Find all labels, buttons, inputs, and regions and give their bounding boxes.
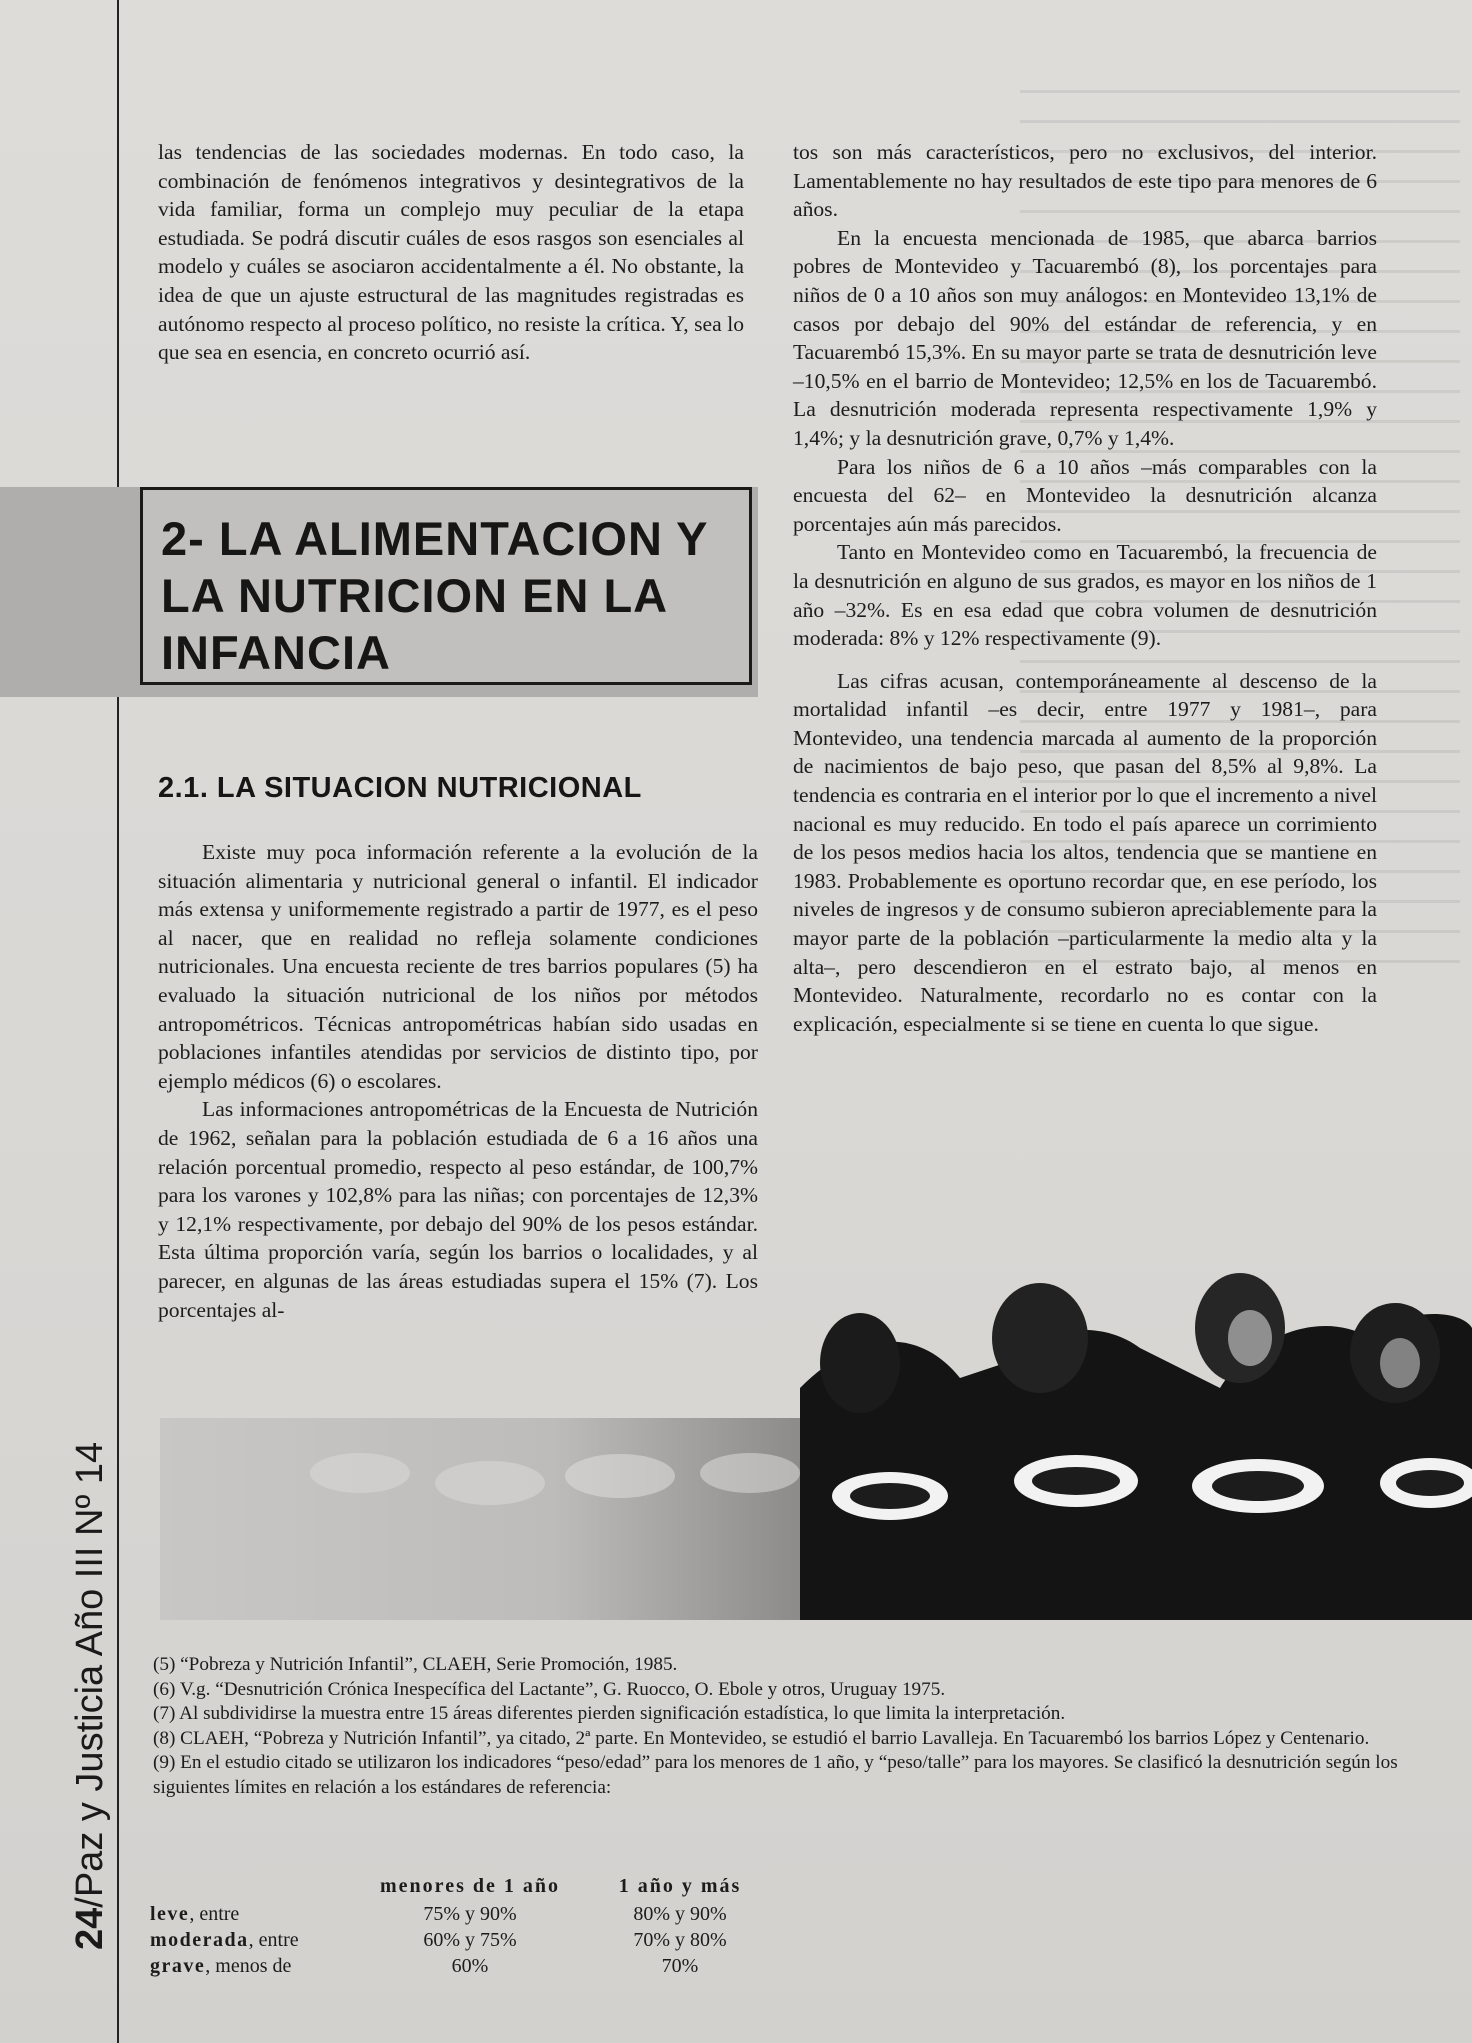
table-cell: 70% y 80% bbox=[633, 1929, 727, 1951]
table-header: menores de 1 año bbox=[380, 1875, 560, 1897]
table-header: 1 año y más bbox=[618, 1875, 742, 1897]
table-cell: 75% y 90% bbox=[423, 1903, 517, 1925]
row-label: moderada, entre bbox=[150, 1929, 299, 1951]
table-cell: 60% bbox=[451, 1955, 489, 1977]
row-label: leve, entre bbox=[150, 1903, 240, 1925]
top-left-column bbox=[158, 138, 744, 367]
footnotes bbox=[153, 1653, 1433, 1800]
paragraph: Las cifras acusan, contemporáneamente al descenso de la mortalidad infantil –es decir, entre 1977 y 1981–, para Montevideo, una tendencia marcada al aumento de la proporción de nacimientos de bajo peso, que pasan del 8,5% al 9,8%. La tendencia es contraria en el interior por lo que el incremento a nivel nacional es muy reducido. En todo el país aparece un corrimiento de los pesos medios hacia los altos, tendencia que se mantiene en 1983. Probablemente es oportuno recordar que, en ese período, los niveles de ingresos y de consumo subieron apreciablemente para la mayor parte de la población –particularmente la medio alta y la alta–, pero descendieron en el estrato bajo, al menos en Montevideo. Naturalmente, recordarlo no es contar con la explicación, especialmente si se tiene en cuenta lo que sigue. bbox=[793, 668, 1377, 1036]
table-header bbox=[150, 1873, 350, 1901]
right-column bbox=[793, 138, 1377, 1038]
malnutrition-limits-table bbox=[150, 1873, 770, 1979]
page-number: 24 bbox=[69, 1907, 111, 1950]
paragraph: En la encuesta mencionada de 1985, que abarca barrios pobres de Montevideo y Tacuarembó (8), los porcentajes para niños de 0 a 10 años son muy análogos: en Montevideo 13,1% de casos por debajo del 90% del estándar de referencia, y en Tacuarembó 15,3%. En su mayor parte se trata de desnutrición leve –10,5% en el barrio de Montevideo; 12,5% en los de Tacuarembó. La desnutrición moderada representa respectivamente 1,9% y 1,4%; y la desnutrición grave, 0,7% y 1,4%. bbox=[793, 225, 1377, 450]
section-heading: 2- LA ALIMENTACION Y LA NUTRICION EN LA INFANCIA bbox=[161, 512, 708, 679]
page-footer-spine bbox=[60, 1330, 120, 1950]
footnote: (9) En el estudio citado se utilizaron los indicadores “peso/edad” para los menores de 1 año, y “peso/talle” para los mayores. Se clasificó la desnutrición según los siguientes límites en relación a los estándares de referencia: bbox=[153, 1752, 1398, 1798]
table-cell: 80% y 90% bbox=[633, 1903, 727, 1925]
paragraph: Existe muy poca información referente a la evolución de la situación alimentaria y nutricional general o infantil. El indicador más extensa y uniformemente registrado a partir de 1977, es el peso al nacer, que en realidad no refleja solamente condiciones nutricionales. Una encuesta reciente de tres barrios populares (5) ha evaluado la situación nutricional de los niños por métodos antropométricos. Técnicas antropométricas habían sido usadas en poblaciones infantiles atendidas por servicios de distinto tipo, por ejemplo médicos (6) o escolares. bbox=[158, 840, 758, 1093]
children-eating-photo bbox=[160, 1268, 1472, 1620]
section-heading-box bbox=[140, 487, 752, 685]
subsection-heading: 2.1. LA SITUACION NUTRICIONAL bbox=[158, 772, 642, 804]
table-cell: 70% bbox=[661, 1955, 699, 1977]
paragraph: Tanto en Montevideo como en Tacuarembó, la frecuencia de la desnutrición en alguno de sus grados, es mayor en los niños de 1 año –32%. Es en esa edad que cobra volumen de desnutrición moderada: 8% y 12% respectivamente (9). bbox=[793, 540, 1377, 651]
table-row bbox=[150, 1927, 770, 1953]
footnote: (7) Al subdividirse la muestra entre 15 áreas diferentes pierden significación estadística, lo que limita la interpretación. bbox=[153, 1703, 1066, 1724]
footnote: (5) “Pobreza y Nutrición Infantil”, CLAEH, Serie Promoción, 1985. bbox=[153, 1654, 678, 1675]
paragraph: las tendencias de las sociedades modernas. En todo caso, la combinación de fenómenos integrativos y desintegrativos de la vida familiar, forma un complejo muy peculiar de la etapa estudiada. Se podrá discutir cuáles de esos rasgos son esenciales al modelo y cuáles se asociaron accidentalmente a él. No obstante, la idea de que un ajuste estructural de las magnitudes registradas es autónomo respecto al proceso político, no resiste la crítica. Y, sea lo que sea en esencia, en concreto ocurrió así. bbox=[158, 140, 744, 365]
paragraph: tos son más característicos, pero no exclusivos, del interior. Lamentablemente no hay resultados de este tipo para menores de 6 años. bbox=[793, 140, 1377, 222]
table-cell: 60% y 75% bbox=[423, 1929, 517, 1951]
footnote: (6) V.g. “Desnutrición Crónica Inespecífica del Lactante”, G. Ruocco, O. Ebole y otros, Uruguay 1975. bbox=[153, 1678, 946, 1700]
table-row bbox=[150, 1901, 770, 1927]
paragraph: Las informaciones antropométricas de la Encuesta de Nutrición de 1962, señalan para la población estudiada de 6 a 16 años una relación porcentual promedio, respecto al peso estándar, de 100,7% para los varones y 102,8% para las niñas; con porcentajes de 12,3% y 12,1% respectivamente, por debajo del 90% de los pesos estándar. Esta última proporción varía, según los barrios o localidades, y al parecer, en algunas de las áreas estudiadas supera el 15% (7). Los porcentajes al- bbox=[158, 1097, 758, 1322]
publication-title: /Paz y Justicia Año III Nº 14 bbox=[69, 1441, 111, 1908]
row-label: grave, menos de bbox=[150, 1955, 292, 1977]
paragraph: Para los niños de 6 a 10 años –más comparables con la encuesta del 62– en Montevideo la desnutrición alcanza porcentajes aún más parecidos. bbox=[793, 454, 1377, 536]
bottom-left-column bbox=[158, 838, 758, 1324]
table-row bbox=[150, 1953, 770, 1979]
footnote: (8) CLAEH, “Pobreza y Nutrición Infantil”, ya citado, 2ª parte. En Montevideo, se estudió el barrio Lavalleja. En Tacuarembó los barrios López y Centenario. bbox=[153, 1727, 1370, 1749]
table-header-row bbox=[150, 1873, 770, 1901]
